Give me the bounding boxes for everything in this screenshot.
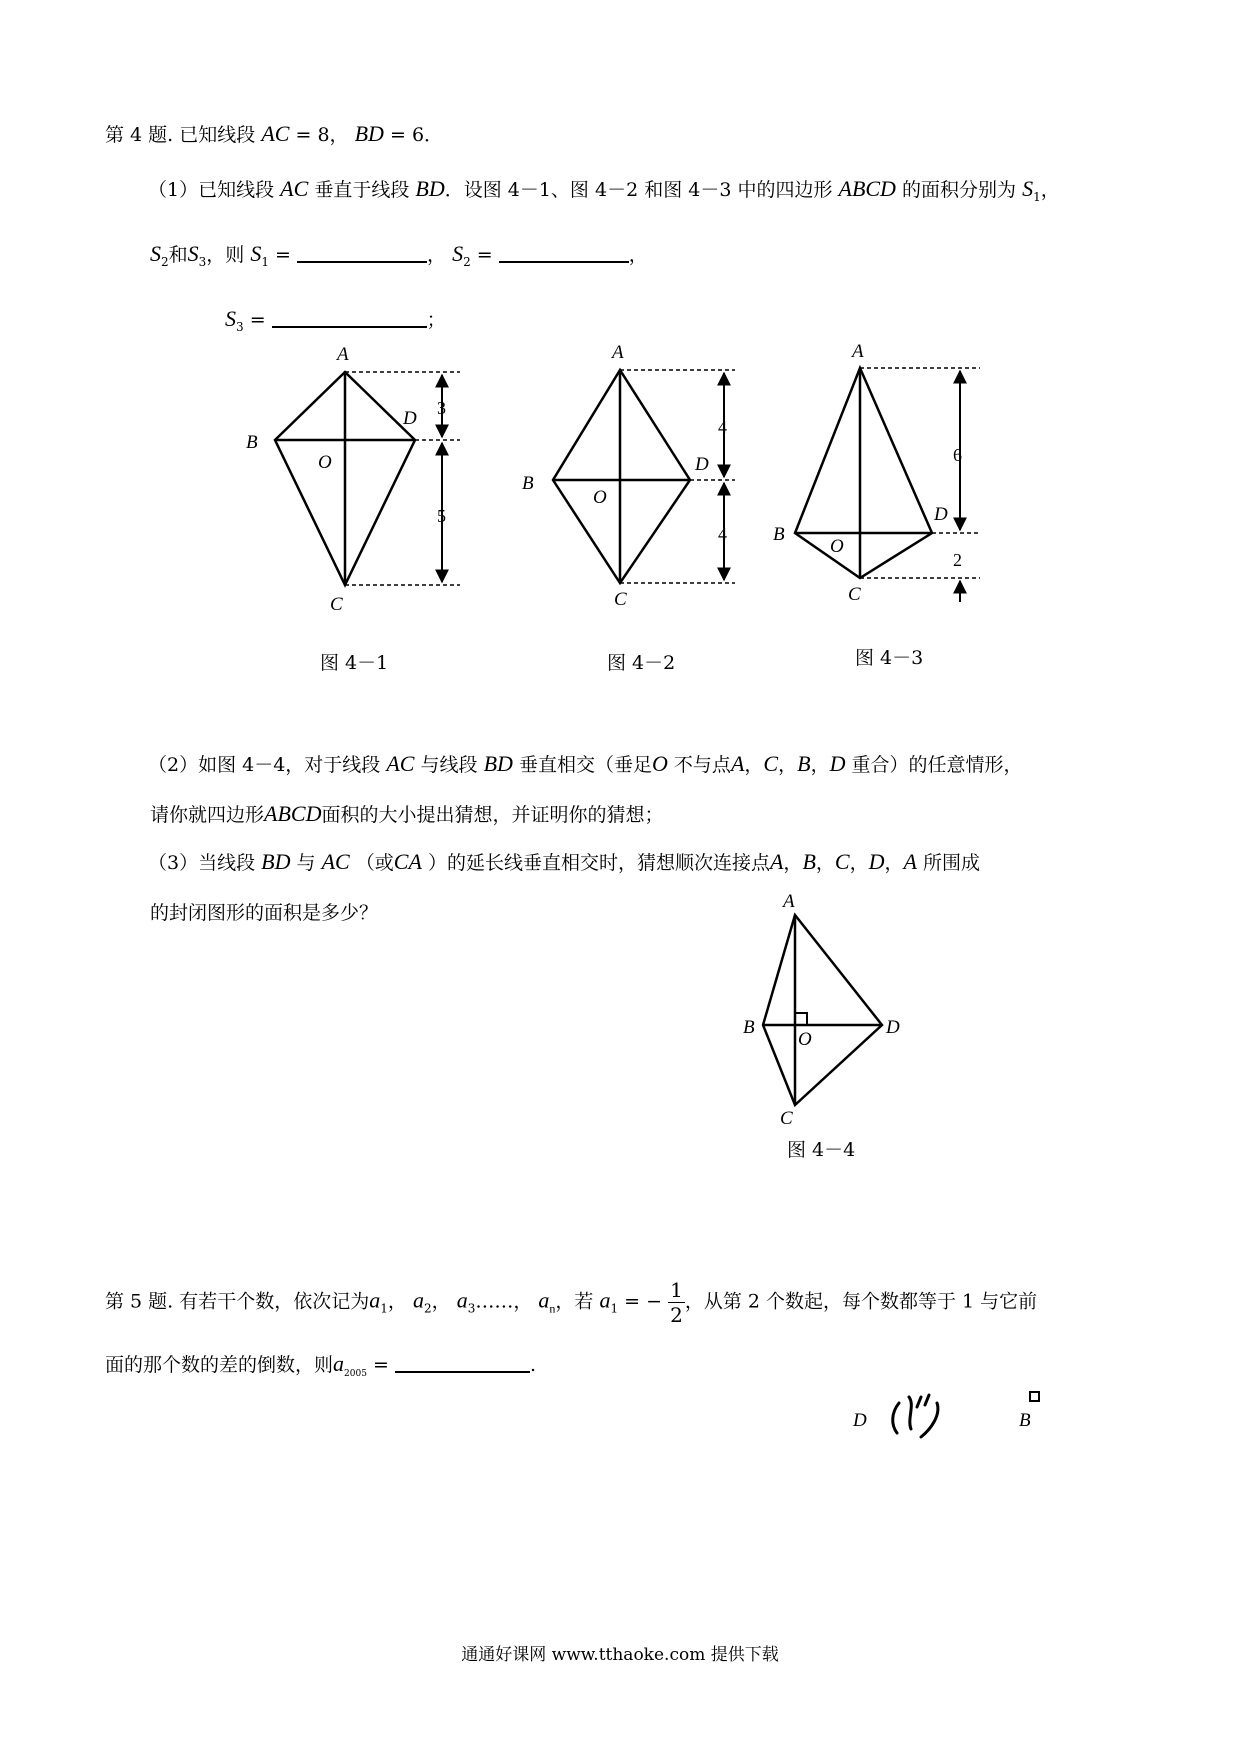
q4-part1-line1: （1）已知线段 AC 垂直于线段 BD．设图 4－1、图 4－2 和图 4－3 中的四边形 ABCD 的面积分别为 $S_1$， xyxy=(148,176,1060,204)
dimension-label: 5 xyxy=(437,506,446,526)
caption-figure-4-4: 图 4－4 xyxy=(787,1139,856,1161)
label-b: B xyxy=(522,473,534,494)
dimension-label: 4 xyxy=(718,417,727,437)
q4-part3-line2: 的封闭图形的面积是多少？ xyxy=(150,902,379,924)
stray-label-b: B xyxy=(1019,1410,1031,1431)
label-o: O xyxy=(318,452,332,473)
label-c: C xyxy=(780,1108,793,1129)
dimension-label: 4 xyxy=(718,524,727,544)
label-c: C xyxy=(330,594,343,615)
small-square-mark xyxy=(1029,1391,1040,1402)
label-a: A xyxy=(337,344,349,365)
label-a: A xyxy=(783,891,795,912)
label-c: C xyxy=(614,589,627,610)
label-a: A xyxy=(612,342,624,363)
caption-figure-4-3: 图 4－3 xyxy=(855,647,924,669)
label-d: D xyxy=(934,504,948,525)
dimension-label: 2 xyxy=(953,550,962,570)
figure-4-1 xyxy=(275,372,460,585)
fraction-one-half: $\frac{1}{2}$ xyxy=(670,1278,683,1327)
figure-4-2 xyxy=(553,370,735,583)
label-a: A xyxy=(852,341,864,362)
q5-line1: 第 5 题. 有若干个数，依次记为$a_1$， $a_2$， $a_3\dots\dots$， $a_n$，若 $a_1$ = − $\frac{1}{2}$ ，从第 2 个数起，每个数都等于 1 与它前 xyxy=(105,1278,1038,1327)
q4-part2-line2: 请你就四边形ABCD面积的大小提出猜想，并证明你的猜想； xyxy=(150,801,664,826)
label-o: O xyxy=(593,487,607,508)
label-d: D xyxy=(695,454,709,475)
label-o: O xyxy=(830,536,844,557)
right-angle-mark xyxy=(795,1013,807,1025)
caption-figure-4-1: 图 4－1 xyxy=(320,652,389,674)
figure-4-4 xyxy=(700,880,940,1140)
q4-heading: 第 4 题. 已知线段 AC = 8， BD = 6． xyxy=(105,121,444,146)
label-b: B xyxy=(246,432,258,453)
label-c: C xyxy=(848,584,861,605)
label-b: B xyxy=(743,1017,755,1038)
answer-blank-a2005[interactable] xyxy=(395,1353,530,1373)
q5-line2: 面的那个数的差的倒数，则$a_{2005}$ = . xyxy=(105,1351,536,1379)
page-footer: 通通好课网 www.tthaoke.com 提供下载 xyxy=(461,1645,779,1665)
dimension-label: 6 xyxy=(953,445,962,465)
quad-abcd-4 xyxy=(763,915,882,1105)
dimension-label: 3 xyxy=(437,398,446,418)
quad-abcd-3 xyxy=(795,368,932,578)
q4-part3-line1: （3）当线段 BD 与 AC （或CA ）的延长线垂直相交时，猜想顺次连接点A，B，C，D，A 所围成 xyxy=(148,849,981,874)
stray-label-d: D xyxy=(853,1410,867,1431)
handwriting-scribble xyxy=(885,1385,955,1445)
q4-part2-line1: （2）如图 4－4，对于线段 AC 与线段 BD 垂直相交（垂足O 不与点A，C，B，D 重合）的任意情形， xyxy=(148,751,1023,776)
label-b: B xyxy=(773,524,785,545)
label-d: D xyxy=(886,1017,900,1038)
figures-row xyxy=(0,0,1240,700)
q4-part1-line2: $S_2$和$S_3$，则 $S_1$ = ， $S_2$ = ， xyxy=(150,241,648,269)
quad-abcd-2 xyxy=(553,370,690,583)
label-d: D xyxy=(403,408,417,429)
q4-part1-line3: $S_3$ = ； xyxy=(225,306,446,334)
label-o: O xyxy=(798,1029,812,1050)
caption-figure-4-2: 图 4－2 xyxy=(607,652,676,674)
